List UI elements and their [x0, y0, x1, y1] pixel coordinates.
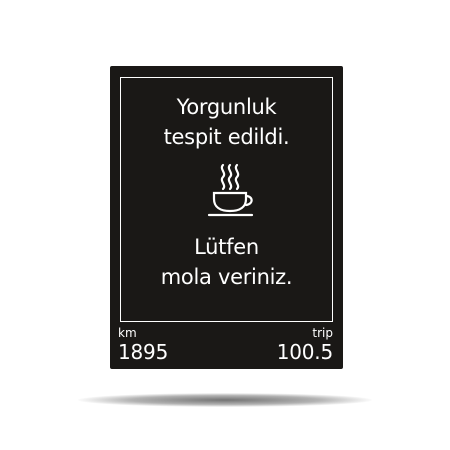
display-shadow — [78, 393, 372, 407]
km-label: km — [118, 326, 137, 340]
alert-line-4: mola veriniz. — [160, 265, 293, 289]
instrument-display — [110, 66, 343, 369]
odometer-bar — [110, 322, 343, 369]
alert-line-3: Lütfen — [194, 235, 259, 259]
alert-instruction — [121, 232, 332, 292]
coffee-cup-icon — [206, 163, 256, 219]
trip-value: 100.5 — [276, 340, 333, 364]
alert-heading — [121, 92, 332, 152]
trip-label: trip — [312, 326, 333, 340]
alert-line-1: Yorgunluk — [176, 95, 277, 119]
alert-line-2: tespit edildi. — [163, 125, 290, 149]
km-value: 1895 — [118, 340, 169, 364]
fatigue-alert-panel — [120, 77, 333, 322]
